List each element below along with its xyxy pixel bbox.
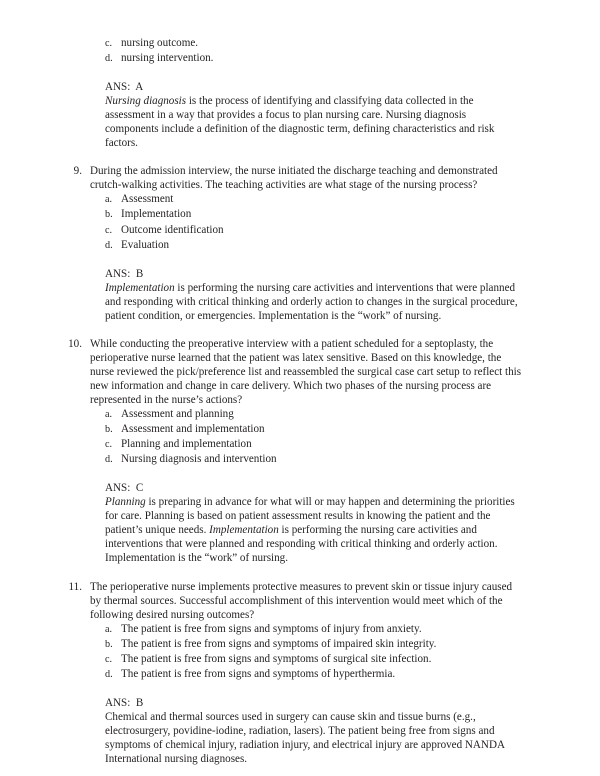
question-header [0,164,600,192]
option-list [0,622,600,682]
question-number: 11. [68,580,82,593]
answer-line: ANS: B [105,267,144,280]
option-letter: b. [105,424,113,436]
rationale-term: Planning [105,496,146,509]
option-row [0,422,600,437]
question-block-9 [0,164,600,322]
option-letter: b. [105,638,113,650]
option-label: Outcome identification [121,223,224,236]
option-letter: a. [105,194,113,206]
option-label: Assessment and planning [121,408,234,421]
option-label: Implementation [121,208,192,221]
question-stem: The perioperative nurse implements protective measures to prevent skin or tissue injury caused by thermal sources. Successful accomplishment of this intervention would meet which of the following desired nursing outcomes? [90,580,513,621]
question-number: 10. [68,337,82,350]
option-row [0,437,600,452]
continued-option-list [0,36,600,66]
question-block-11 [0,580,600,767]
option-label: Evaluation [121,238,170,251]
answer-block [105,80,518,150]
rationale-body: is the process of identifying and classifying data collected in the assessment in a way that provides a focus to plan nursing care. Nursing diagnosis components include a definition of the diagnostic term, defining characteristics and risk factors. [105,95,495,150]
rationale-text [105,710,518,766]
option-letter: b. [105,209,113,221]
option-letter: c. [105,224,113,236]
option-label: nursing outcome. [121,37,199,49]
rationale-term-secondary: Implementation [209,524,279,537]
option-row [0,622,600,637]
option-label: The patient is free from signs and symptoms of hyperthermia. [121,667,396,680]
option-letter: d. [105,239,113,251]
option-letter: a. [105,409,113,421]
option-row [0,51,600,66]
answer-line: ANS: C [105,482,144,495]
option-label: Planning and implementation [121,438,252,451]
question-stem: While conducting the preoperative interview with a patient scheduled for a septoplasty, the perioperative nurse learned that the patient was latex sensitive. Based on this knowledge, the nurse reviewed the pick/preference list and reassembled the surgical case cart setup to reflect this new information and change in care delivery. Which two phases of the nursing process are represented in the nurse’s actions? [90,337,522,406]
option-label: Nursing diagnosis and intervention [121,453,277,466]
option-letter: d. [105,53,113,65]
rationale-text [105,495,518,565]
option-letter: c. [105,653,113,665]
option-row [0,36,600,51]
option-label: Assessment and implementation [121,423,265,436]
option-row [0,192,600,207]
question-block-10 [0,337,600,566]
option-row [0,637,600,652]
rationale-body-secondary: is performing the nursing care activities and interventions that were planned and responding with critical thinking and orderly action. Implementation is the “work” of nursing. [105,524,498,565]
option-label: The patient is free from signs and symptoms of impaired skin integrity. [121,637,437,650]
answer-block [105,481,518,565]
question-stem: During the admission interview, the nurse initiated the discharge teaching and demonstrated crutch-walking activities. The teaching activities are what stage of the nursing process? [90,165,498,192]
option-label: Assessment [121,193,174,206]
option-letter: c. [105,439,113,451]
rationale-body: is preparing in advance for what will or may happen and determining the priorities for care. Planning is based on patient assessment results in knowing the patient and the patient’s unique needs. [105,496,515,537]
option-row [0,452,600,467]
question-header [0,337,600,407]
answer-line: ANS: B [105,696,144,709]
question-number: 9. [73,165,82,178]
option-row [0,223,600,238]
rationale-term: Implementation [105,281,175,294]
option-letter: d. [105,668,113,680]
option-row [0,667,600,682]
option-label: The patient is free from signs and symptoms of injury from anxiety. [121,622,422,635]
rationale-text [105,281,518,323]
answer-block [105,696,518,766]
option-list [0,407,600,467]
rationale-text [105,94,518,150]
answer-block [105,267,518,323]
option-row [0,238,600,253]
option-label: The patient is free from signs and symptoms of surgical site infection. [121,652,432,665]
rationale-body: is performing the nursing care activities and interventions that were planned and responding with critical thinking and orderly action to changes in the surgical procedure, patient condition, or emergencies. Implementation is the “work” of nursing. [105,281,518,322]
question-header [0,580,600,622]
option-letter: d. [105,454,113,466]
rationale-term: Nursing diagnosis [105,95,187,108]
option-row [0,207,600,222]
option-list [0,192,600,252]
option-letter: a. [105,623,113,635]
option-row [0,407,600,422]
answer-line: ANS: A [105,81,144,94]
option-row [0,652,600,667]
option-letter: c. [105,38,113,49]
option-label: nursing intervention. [121,52,214,65]
rationale-body: Chemical and thermal sources used in surgery can cause skin and tissue burns (e.g., electrosurgery, povidine-iodine, radiation, lasers). The patient being free from signs and symptoms of chemical injury, radiation injury, and electrical injury are approved NANDA International nursing diagnoses. [105,710,505,766]
